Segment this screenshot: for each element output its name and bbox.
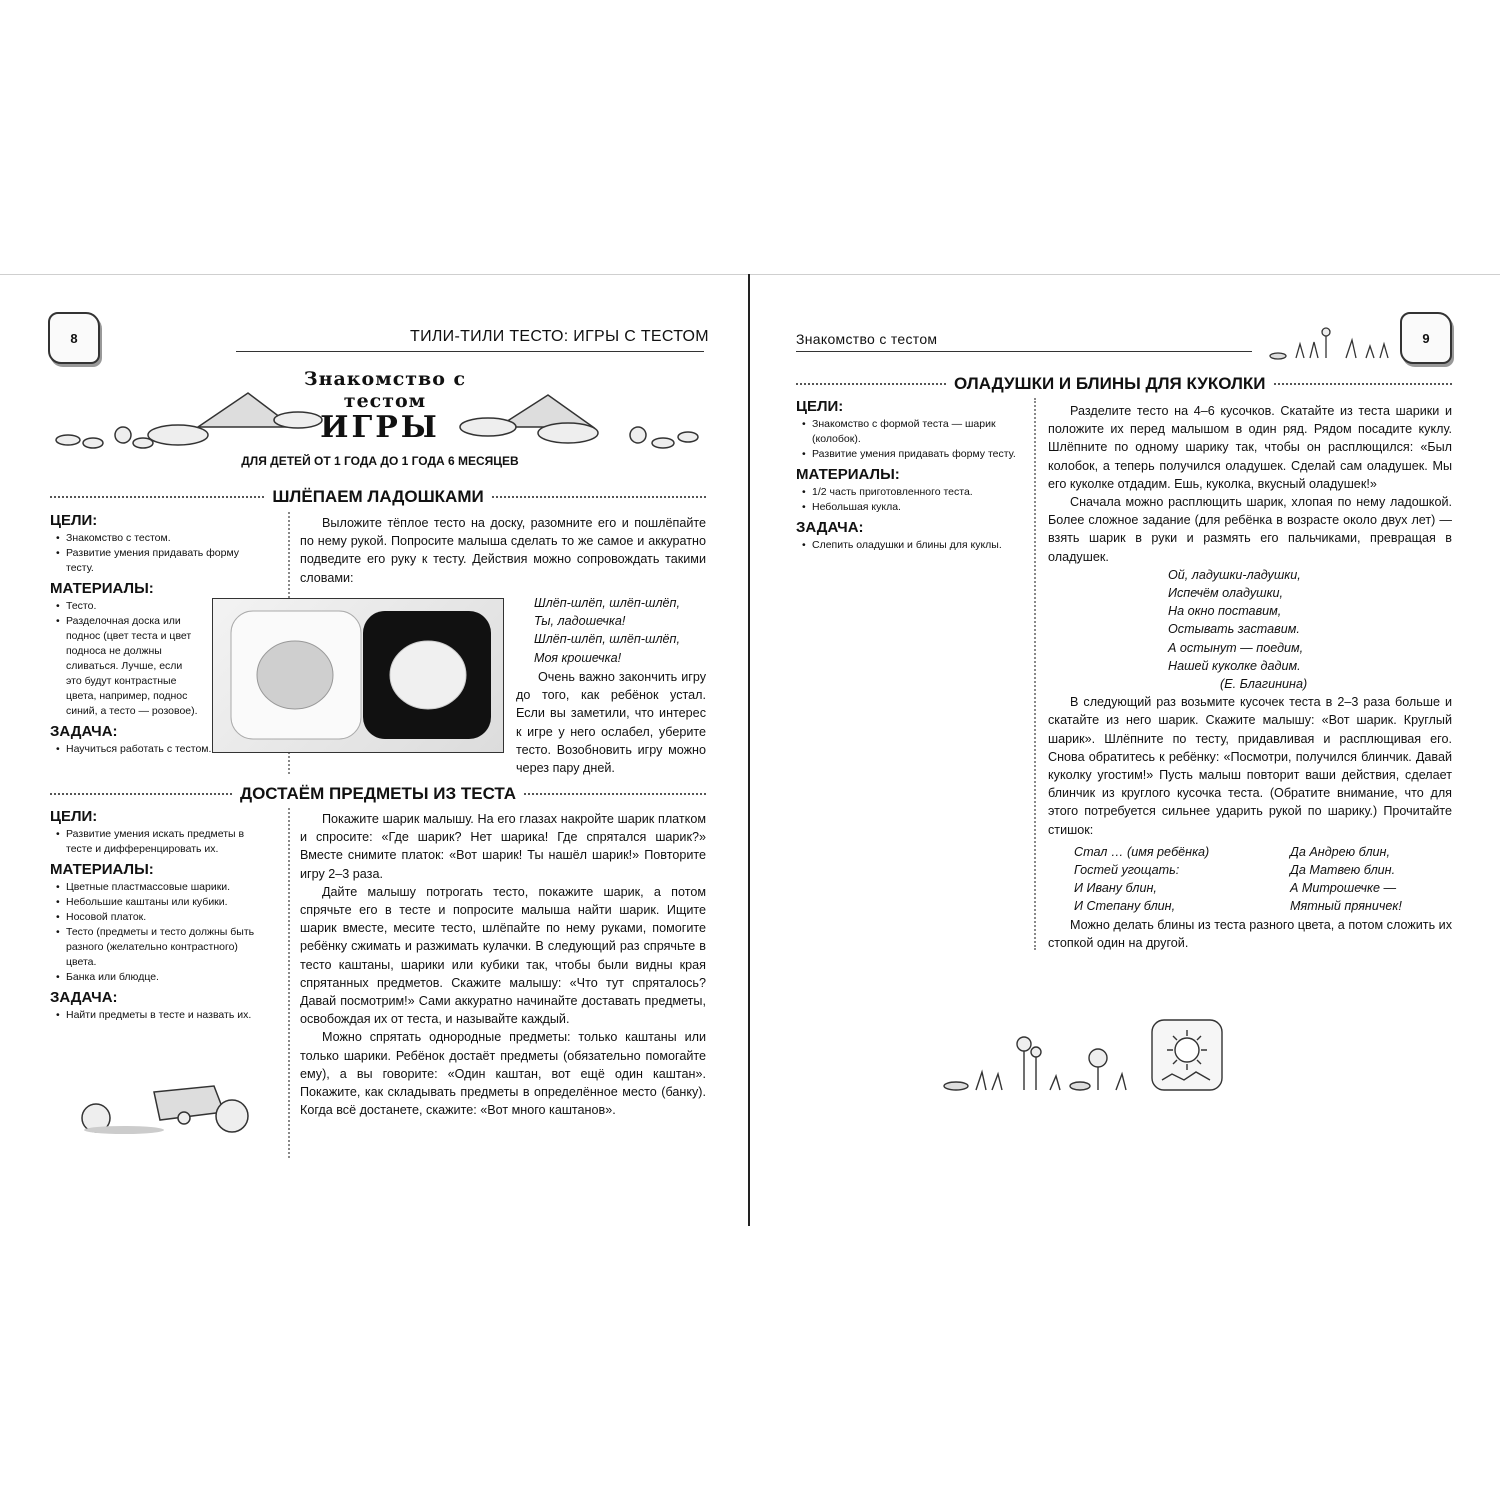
- running-head-left: ТИЛИ-ТИЛИ ТЕСТО: ИГРЫ С ТЕСТОМ: [410, 328, 709, 345]
- dough-flat-left: [148, 425, 208, 445]
- list-item: • Развитие умения искать предметы в тесте и дифференцировать их.: [60, 827, 270, 857]
- game3-task-list: [796, 538, 1016, 553]
- balls-and-box-illustration: [74, 1082, 264, 1142]
- game3-paragraph: В следующий раз возьмите кусочек теста в 2–3 раза больше и скатайте из него шарик. Скажите малышу: «Вот шарик. Круглый шарик». Шлёпните по тесту, придавливая и расплющивая его. Снова обратитесь к ребёнку: «Посмотри, получился блинчик. Давай куколку угостим!» Пусть малыш повторит ваши действия, сделает блинчик из круглого кусочка теста. (Обратите внимание, что для этого потребуется сильнее ударить рукой по шарику.) Прочитайте стишок:: [1048, 695, 1452, 837]
- list-item: • Найти предметы в тесте и назвать их.: [60, 1008, 270, 1023]
- game3-paragraph: Можно делать блины из теста разного цвета, а потом сложить их стопкой один на другой.: [1048, 917, 1452, 950]
- verse-line: Да Матвею блин.: [1290, 863, 1396, 878]
- verse-line: Шлёп-шлёп, шлёп-шлёп,: [534, 596, 680, 610]
- page-number-right: 9: [1400, 312, 1452, 364]
- game2-body: [300, 810, 706, 1119]
- verse-line: Да Андрею блин,: [1290, 844, 1390, 859]
- dough-flat-right: [538, 423, 598, 443]
- list-item: • Тесто.: [60, 599, 200, 614]
- game3-paragraph: Разделите тесто на 4–6 кусочков. Скатайте из теста шарики и положите их перед малышом в один ряд. Рядом посадите куклу. Шлёпните по одному шарику так, чтобы он расплющился: «Был колобок, а теперь получился оладушек. Сделай сам оладушек. Мы его куколке отдадим. Ешь, куколка, вкусный оладушек!»: [1048, 404, 1452, 491]
- list-item: • Развитие умения придавать форму тесту.: [60, 546, 260, 576]
- game1-materials-list: [50, 599, 200, 719]
- list-item: • Слепить оладушки и блины для куклы.: [806, 538, 1016, 553]
- verse2-right: [1290, 843, 1402, 916]
- verse-line: Мятный пряничек!: [1290, 899, 1402, 914]
- game2-task-label: ЗАДАЧА:: [50, 989, 118, 1006]
- game3-paragraph: Сначала можно расплющить шарик, хлопая по нему ладошкой. Более сложное задание (для ребёнка в возрасте около двух лет) — взять шарик в руки и размять его пальчиками, превращая в оладушек.: [1048, 495, 1452, 564]
- games-title: ИГРЫ: [320, 410, 440, 445]
- game3-verse: [1168, 566, 1452, 693]
- verse-line: Гостей угощать:: [1074, 863, 1180, 878]
- verse-line: Нашей куколке дадим.: [1168, 658, 1301, 673]
- page-number-left: 8: [48, 312, 100, 364]
- verse-line: Моя крошечка!: [534, 650, 622, 665]
- verse-line: Шлёп-шлёп, шлёп-шлёп,: [534, 632, 680, 647]
- game2-title: ДОСТАЁМ ПРЕДМЕТЫ ИЗ ТЕСТА: [239, 784, 517, 803]
- verse-line: И Степану блин,: [1074, 899, 1176, 914]
- game2-goals-list: [50, 827, 270, 857]
- dough-piece-right: [460, 418, 516, 436]
- game2-paragraph: Можно спрятать однородные предметы: только каштаны или только шарики. Ребёнок достаёт предметы (обязательно помогайте ему), а вы говорите: «Один каштан, вот ещё один каштан». Покажите, как складывать предметы в определённое место (банку). Когда всё достанете, скажите: «Вот много каштанов».: [300, 1030, 706, 1118]
- game2-sidebar: [50, 808, 270, 1027]
- game1-task-label: ЗАДАЧА:: [50, 723, 118, 740]
- running-head-right: Знакомство с тестом: [796, 331, 938, 347]
- grass-flower-decoration: [1266, 322, 1396, 362]
- game3-goals-list: [796, 417, 1016, 462]
- game1-goals-label: ЦЕЛИ:: [50, 512, 98, 529]
- dough-ball-dark: [257, 641, 333, 709]
- game3-title-row: [796, 374, 1452, 394]
- list-item: • Знакомство с формой теста — шарик (колобок).: [806, 417, 1016, 447]
- list-item: • Знакомство с тестом.: [60, 531, 260, 546]
- verse-line: А Митрошечке —: [1290, 881, 1397, 896]
- head-rule-right: [796, 351, 1252, 352]
- game2-column-divider: [288, 808, 290, 1158]
- game1-intro-text: Выложите тёплое тесто на доску, разомните его и пошлёпайте по нему рукой. Попросите малыша сделать то же самое и аккуратно подведите его руку к тесту. Действия можно сопровождать такими словами:: [300, 516, 706, 585]
- age-subtitle: ДЛЯ ДЕТЕЙ ОТ 1 ГОДА ДО 1 ГОДА 6 МЕСЯЦЕВ: [241, 454, 519, 468]
- verse-line: Ты, ладошечка!: [534, 614, 626, 629]
- verse-line: И Ивану блин,: [1074, 881, 1157, 896]
- game3-title: ОЛАДУШКИ И БЛИНЫ ДЛЯ КУКОЛКИ: [954, 374, 1266, 393]
- verse2-left: [1074, 843, 1290, 916]
- game2-task-list: [50, 1008, 270, 1023]
- game1-verse: [534, 594, 704, 667]
- list-item: • Научиться работать с тестом.: [60, 742, 260, 757]
- verse-line: На окно поставим,: [1168, 604, 1282, 619]
- verse-line: Испечём оладушки,: [1168, 586, 1284, 601]
- game1-materials-label: МАТЕРИАЛЫ:: [50, 580, 154, 597]
- book-spine: [748, 274, 750, 1226]
- verse-author: (Е. Благинина): [1220, 677, 1308, 692]
- spread-top-edge: [0, 274, 1500, 275]
- game1-goals-list: [50, 531, 260, 576]
- list-item: • Небольшие каштаны или кубики.: [60, 895, 270, 910]
- game2-materials-list: [50, 880, 270, 985]
- plates-illustration: [213, 599, 503, 752]
- verse-line: А остынут — поедим,: [1168, 640, 1304, 655]
- list-item: • Цветные пластмассовые шарики.: [60, 880, 270, 895]
- list-item: • 1/2 часть приготовленного теста.: [806, 485, 1016, 500]
- game3-body: [1048, 402, 1452, 952]
- game2-paragraph: Покажите шарик малышу. На его глазах накройте шарик платком и спросите: «Где шарик? Нет шарика! Где спрятался шарик?» Вместе снимите платок: «Вот шарик! Ты нашёл шарик!» Повторите игру 2–3 раза.: [300, 812, 706, 881]
- game3-column-divider: [1034, 398, 1036, 950]
- section-script-title: Знакомство с тестом: [303, 368, 467, 412]
- game1-title: ШЛЁПАЕМ ЛАДОШКАМИ: [272, 487, 484, 506]
- verse-line: Ой, ладушки-ладушки,: [1168, 567, 1301, 582]
- game1-after-text: Очень важно закончить игру до того, как ребёнок устал. Если вы заметили, что интерес к игре у него ослабел, уберите тесто. Возобновить игру можно через пару дней.: [516, 670, 706, 776]
- game2-title-row: [50, 784, 706, 804]
- game3-sidebar: [796, 398, 1016, 557]
- list-item: • Развитие умения придавать форму тесту.: [806, 447, 1016, 462]
- game3-verse2: [1048, 839, 1452, 916]
- game2-goals-label: ЦЕЛИ:: [50, 808, 98, 825]
- game3-goals-label: ЦЕЛИ:: [796, 398, 844, 415]
- game3-materials-label: МАТЕРИАЛЫ:: [796, 466, 900, 483]
- list-item: • Разделочная доска или поднос (цвет теста и цвет подноса не должны сливаться. Лучше, если это будут контрастные цвета, например, поднос синий, а тесто — розовое).: [60, 614, 200, 719]
- game3-materials-list: [796, 485, 1016, 515]
- game2-paragraph: Дайте малышу потрогать тесто, покажите шарик, а потом спрячьте его в тесте и попросите малыша найти шарик. Ищите шарик вместе, месите тесто, шлёпайте по нему руками, помогите ребёнку сжимать и разжимать кулачки. В следующий раз спрячьте в тесто каштаны, шарики или кубики так, чтобы были видны края спрятанных предметов. Скажите малышу: «Что тут спряталось? Давай посмотрим!» Сами аккуратно начинайте доставать предметы, освобождая их от теста, и называйте каждый.: [300, 884, 706, 1027]
- ball-large: [216, 1100, 248, 1132]
- list-item: • Тесто (предметы и тесто должны быть разного (желательно контрастного) цвета.: [60, 925, 270, 970]
- dough-photo: [212, 598, 504, 753]
- list-item: • Небольшая кукла.: [806, 500, 1016, 515]
- list-item: • Носовой платок.: [60, 910, 270, 925]
- game3-task-label: ЗАДАЧА:: [796, 519, 864, 536]
- head-rule-left: [236, 351, 704, 352]
- game2-materials-label: МАТЕРИАЛЫ:: [50, 861, 154, 878]
- verse-line: Стал … (имя ребёнка): [1074, 844, 1210, 859]
- verse-line: Остывать заставим.: [1168, 622, 1300, 637]
- list-item: • Банка или блюдце.: [60, 970, 270, 985]
- dough-ball-light: [390, 641, 466, 709]
- game1-title-row: [50, 487, 706, 507]
- garden-illustration: [940, 1014, 1230, 1096]
